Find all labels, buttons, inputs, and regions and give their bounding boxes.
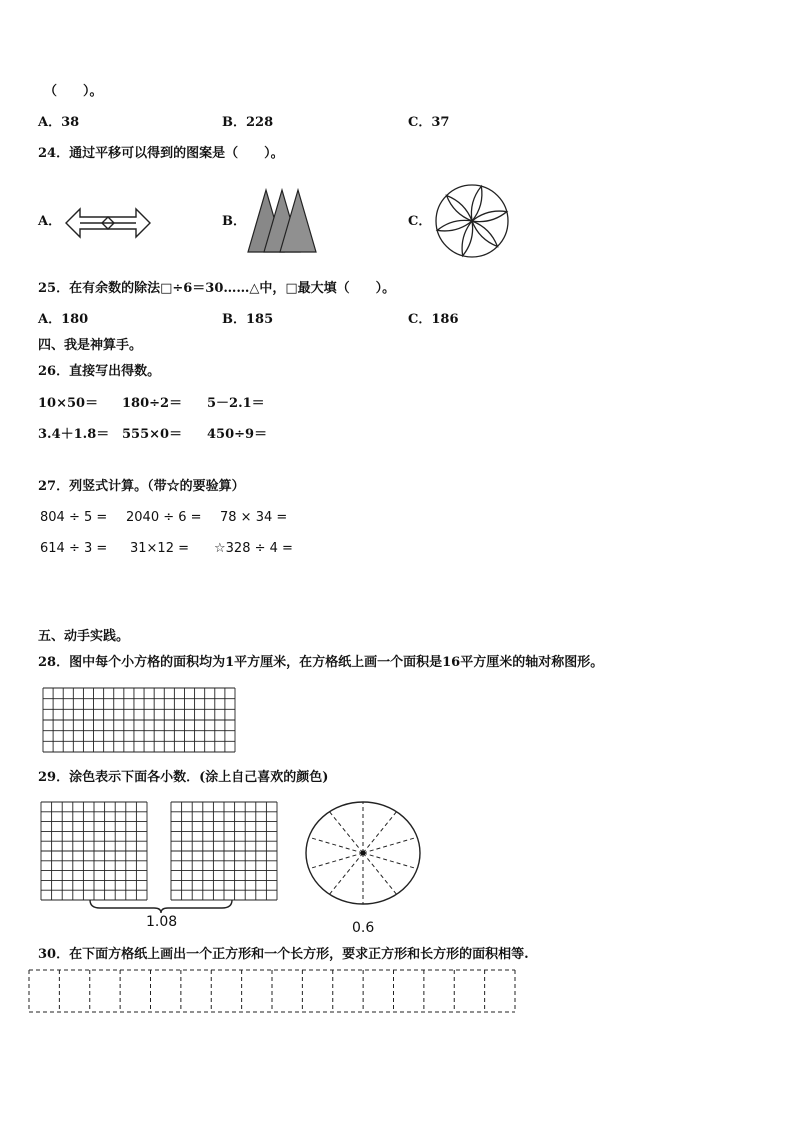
q24-option-b: B．: [222, 214, 246, 229]
double-arrow-figure: [64, 205, 152, 241]
q25-option-b: B．185: [222, 312, 274, 327]
section-5-title: 五、动手实践。: [38, 629, 130, 644]
circle-center: [361, 851, 366, 856]
circle-divider: [363, 853, 397, 894]
q30-stem: 30．在下面方格纸上画出一个正方形和一个长方形，要求正方形和长方形的面积相等.: [38, 947, 529, 962]
q26-item: 10×50＝: [38, 396, 99, 411]
circle-divider: [309, 853, 363, 869]
dashed-grid-paper[interactable]: [29, 970, 515, 1012]
q24-option-c: C．: [408, 214, 432, 229]
q26-item: 3.4＋1.8＝: [38, 427, 110, 442]
q25-option-c: C．186: [408, 312, 459, 327]
q27-item: 2040 ÷ 6 =: [126, 510, 202, 525]
circle-divider: [363, 853, 417, 869]
q27-item: 31×12 =: [130, 541, 190, 556]
q26-item: 180÷2＝: [122, 396, 183, 411]
grid-decimal-label: 1.08: [146, 914, 178, 930]
q23-option-c: C．37: [408, 115, 450, 130]
circle-divider: [329, 812, 363, 853]
q26-item: 555×0＝: [122, 427, 183, 442]
q25-option-a: A．180: [38, 312, 89, 327]
q25-stem: 25．在有余数的除法□÷6＝30……△中，□最大填（ ）。: [38, 281, 396, 296]
flower-circle-figure: [432, 183, 512, 259]
q26-item: 5－2.1＝: [207, 396, 265, 411]
triangles-figure: [246, 188, 316, 254]
circle-divider: [363, 812, 397, 853]
q27-item: 78 × 34 =: [220, 510, 288, 525]
q24-stem: 24．通过平移可以得到的图案是（ ）。: [38, 146, 284, 161]
q23-option-a: A．38: [38, 115, 80, 130]
q29-stem: 29．涂色表示下面各小数．(涂上自己喜欢的颜色): [38, 770, 329, 785]
hundred-grid-left[interactable]: [41, 802, 147, 900]
q24-option-a: A．: [38, 214, 62, 229]
q27-stem: 27．列竖式计算。（带☆的要验算）: [38, 479, 245, 494]
square-grid-paper[interactable]: [43, 688, 235, 752]
q27-item: 614 ÷ 3 =: [40, 541, 108, 556]
circle-divider: [329, 853, 363, 894]
q23-option-b: B．228: [222, 115, 274, 130]
q26-stem: 26．直接写出得数。: [38, 364, 161, 379]
q27-item: 804 ÷ 5 =: [40, 510, 108, 525]
divided-circle[interactable]: [304, 800, 422, 906]
section-4-title: 四、我是神算手。: [38, 338, 143, 353]
q23-tail: （ ）。: [44, 84, 103, 99]
q26-item: 450÷9＝: [207, 427, 268, 442]
circle-divider: [309, 837, 363, 853]
q27-item: ☆328 ÷ 4 =: [214, 541, 293, 556]
circle-divider: [363, 837, 417, 853]
hundred-grid-right[interactable]: [171, 802, 277, 900]
q28-stem: 28．图中每个小方格的面积均为1平方厘米，在方格纸上画一个面积是16平方厘米的轴对称图形。: [38, 655, 604, 670]
circle-decimal-label: 0.6: [352, 920, 375, 936]
brace-icon: [88, 898, 234, 914]
